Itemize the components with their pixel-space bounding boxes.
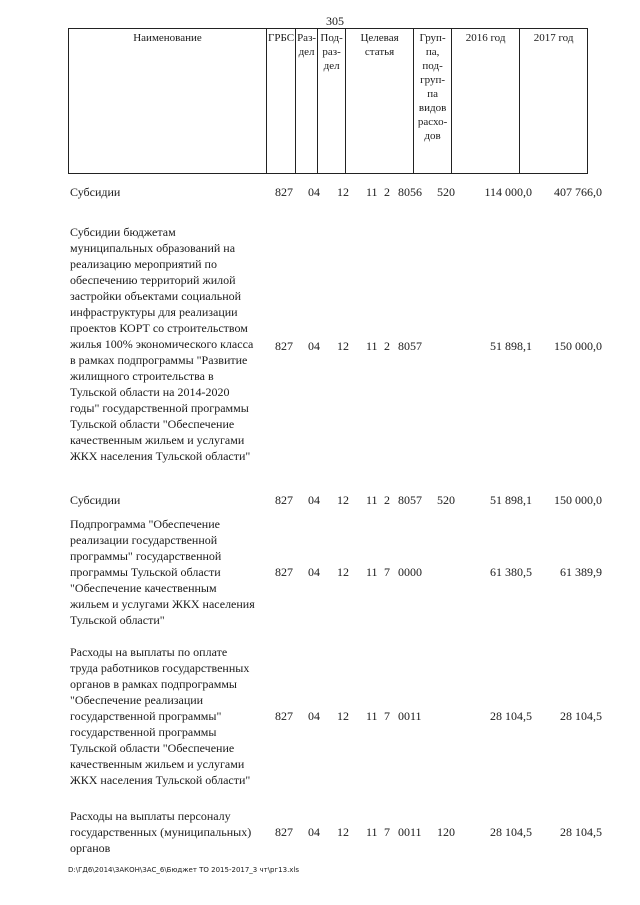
header-razdel: Раз- дел <box>296 29 318 174</box>
row-podrazdel: 12 <box>337 565 349 579</box>
row-target-code: 0011 <box>398 825 422 839</box>
row-razdel: 04 <box>308 339 320 353</box>
row-y2017: 150 000,0 <box>554 493 602 507</box>
file-path-footer: D:\ГД6\2014\ЗАКОН\ЗАС_6\Бюджет ТО 2015-2017_3 чт\рг13.xls <box>68 866 300 874</box>
header-y2016: 2016 год <box>452 29 520 174</box>
row-y2016: 114 000,0 <box>484 185 532 199</box>
table-header <box>68 28 588 174</box>
row-target-subprogram: 7 <box>384 709 390 723</box>
row-target-subprogram: 2 <box>384 493 390 507</box>
row-y2017: 28 104,5 <box>560 825 602 839</box>
row-razdel: 04 <box>308 185 320 199</box>
header-name: Наименование <box>69 29 267 174</box>
row-target-code: 0000 <box>398 565 422 579</box>
row-target-program: 11 <box>366 709 378 723</box>
row-target-program: 11 <box>366 565 378 579</box>
header-podrazdel: Под- раз- дел <box>318 29 346 174</box>
row-y2016: 28 104,5 <box>490 825 532 839</box>
header-y2017: 2017 год <box>520 29 588 174</box>
row-grbs: 827 <box>275 339 293 353</box>
row-grbs: 827 <box>275 185 293 199</box>
row-podrazdel: 12 <box>337 709 349 723</box>
row-target-program: 11 <box>366 825 378 839</box>
row-expense-type: 520 <box>437 493 455 507</box>
row-target-program: 11 <box>366 185 378 199</box>
row-y2017: 150 000,0 <box>554 339 602 353</box>
row-razdel: 04 <box>308 709 320 723</box>
row-grbs: 827 <box>275 709 293 723</box>
row-expense-type: 520 <box>437 185 455 199</box>
row-name: Расходы на выплаты по оплате труда работников государственных органов в рамках подпрограммы "Обеспечение реализации государственной программы" государственной программы Тульской области "Обеспечение качественным жильем и услугами ЖКХ населения Тульской области" <box>70 645 251 787</box>
header-group: Груп- па, под- груп- па видов расхо- дов <box>414 29 452 174</box>
row-grbs: 827 <box>275 825 293 839</box>
row-grbs: 827 <box>275 565 293 579</box>
row-name: Расходы на выплаты персоналу государственных (муниципальных) органов <box>70 809 252 855</box>
row-podrazdel: 12 <box>337 339 349 353</box>
row-expense-type: 120 <box>437 825 455 839</box>
row-y2016: 51 898,1 <box>490 339 532 353</box>
row-name: Субсидии <box>70 493 121 507</box>
row-target-subprogram: 2 <box>384 339 390 353</box>
row-razdel: 04 <box>308 493 320 507</box>
row-razdel: 04 <box>308 565 320 579</box>
row-target-code: 8057 <box>398 339 422 353</box>
row-grbs: 827 <box>275 493 293 507</box>
page-number: 305 <box>326 14 344 28</box>
row-podrazdel: 12 <box>337 493 349 507</box>
header-grbs: ГРБС <box>267 29 296 174</box>
row-podrazdel: 12 <box>337 825 349 839</box>
row-y2017: 407 766,0 <box>554 185 602 199</box>
row-y2017: 61 389,9 <box>560 565 602 579</box>
row-target-code: 8056 <box>398 185 422 199</box>
row-name: Субсидии <box>70 185 121 199</box>
row-razdel: 04 <box>308 825 320 839</box>
row-target-code: 8057 <box>398 493 422 507</box>
row-target-program: 11 <box>366 339 378 353</box>
row-name: Подпрограмма "Обеспечение реализации государственной программы" государственной программы Тульской области "Обеспечение качественным жильем и услугами ЖКХ населения Тульской области" <box>70 517 255 627</box>
row-target-code: 0011 <box>398 709 422 723</box>
row-y2017: 28 104,5 <box>560 709 602 723</box>
row-podrazdel: 12 <box>337 185 349 199</box>
row-y2016: 51 898,1 <box>490 493 532 507</box>
row-target-subprogram: 2 <box>384 185 390 199</box>
row-target-program: 11 <box>366 493 378 507</box>
row-target-subprogram: 7 <box>384 565 390 579</box>
row-y2016: 61 380,5 <box>490 565 532 579</box>
row-y2016: 28 104,5 <box>490 709 532 723</box>
header-target: Целевая статья <box>346 29 414 174</box>
row-target-subprogram: 7 <box>384 825 390 839</box>
row-name: Субсидии бюджетам муниципальных образований на реализацию мероприятий по обеспечению территорий жилой застройки объектами социальной инфраструктуры для реализации проектов КОРТ со строительством жилья 100% экономического класса в рамках подпрограммы "Развитие жилищного строительства в Тульской области на 2014-2020 годы" государственной программы Тульской области "Обеспечение качественным жильем и услугами ЖКХ населения Тульской области" <box>70 225 254 463</box>
